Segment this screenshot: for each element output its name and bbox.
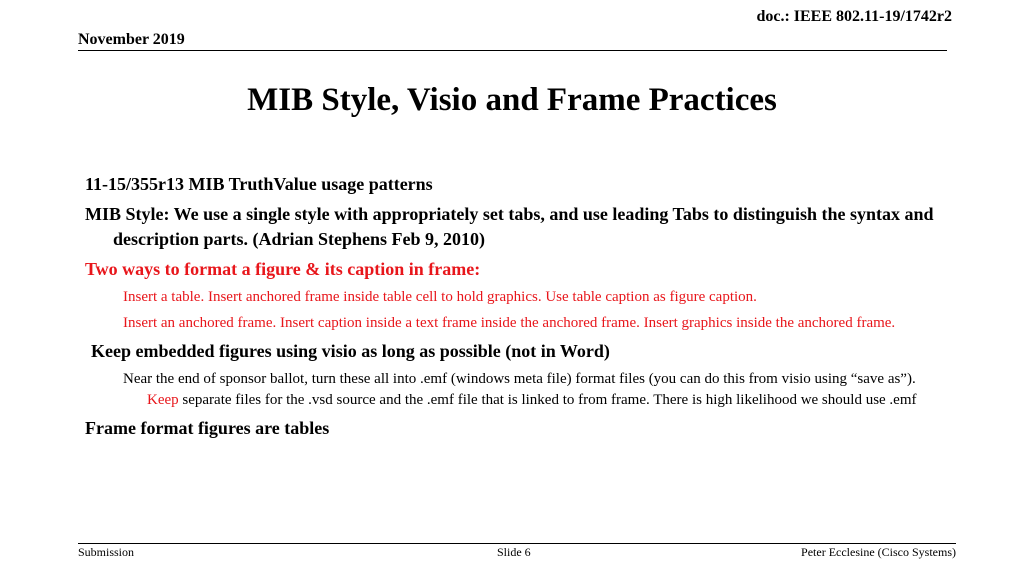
doc-id: doc.: IEEE 802.11-19/1742r2	[756, 8, 952, 25]
keep-highlight: Keep	[147, 392, 179, 408]
doc-date: November 2019	[78, 31, 185, 48]
footer-divider	[78, 543, 956, 544]
slide-title: MIB Style, Visio and Frame Practices	[247, 82, 777, 118]
slide-body	[85, 172, 945, 446]
sub-bullet-emf	[123, 369, 945, 411]
emf-text-b: separate files for the .vsd source and the .emf file that is linked to from frame. There is high likelihood we should use .emf	[178, 392, 917, 408]
bullet-truthvalue: 11-15/355r13 MIB TruthValue usage patterns	[85, 174, 433, 194]
footer-author: Peter Ecclesine (Cisco Systems)	[801, 545, 956, 559]
footer-slide-number: Slide 6	[497, 545, 531, 559]
header-divider	[78, 50, 947, 51]
bullet-figure-caption: Two ways to format a figure & its caption in frame:	[85, 259, 481, 279]
bullet-frame-tables: Frame format figures are tables	[85, 418, 330, 438]
bullet-mib-style: MIB Style: We use a single style with appropriately set tabs, and use leading Tabs to distinguish the syntax and description parts. (Adrian Stephens Feb 9, 2010)	[85, 204, 934, 249]
sub-bullet-table-method: Insert a table. Insert anchored frame inside table cell to hold graphics. Use table caption as figure caption.	[123, 289, 757, 305]
bullet-keep-visio: Keep embedded figures using visio as long as possible (not in Word)	[91, 341, 610, 361]
footer-submission: Submission	[78, 545, 135, 559]
emf-text-a: Near the end of sponsor ballot, turn these all into .emf (windows meta file) format files (you can do this from visio using “save as”).	[123, 371, 916, 387]
sub-bullet-anchored-frame-method: Insert an anchored frame. Insert caption inside a text frame inside the anchored frame. Insert graphics inside the anchored frame.	[123, 315, 896, 331]
